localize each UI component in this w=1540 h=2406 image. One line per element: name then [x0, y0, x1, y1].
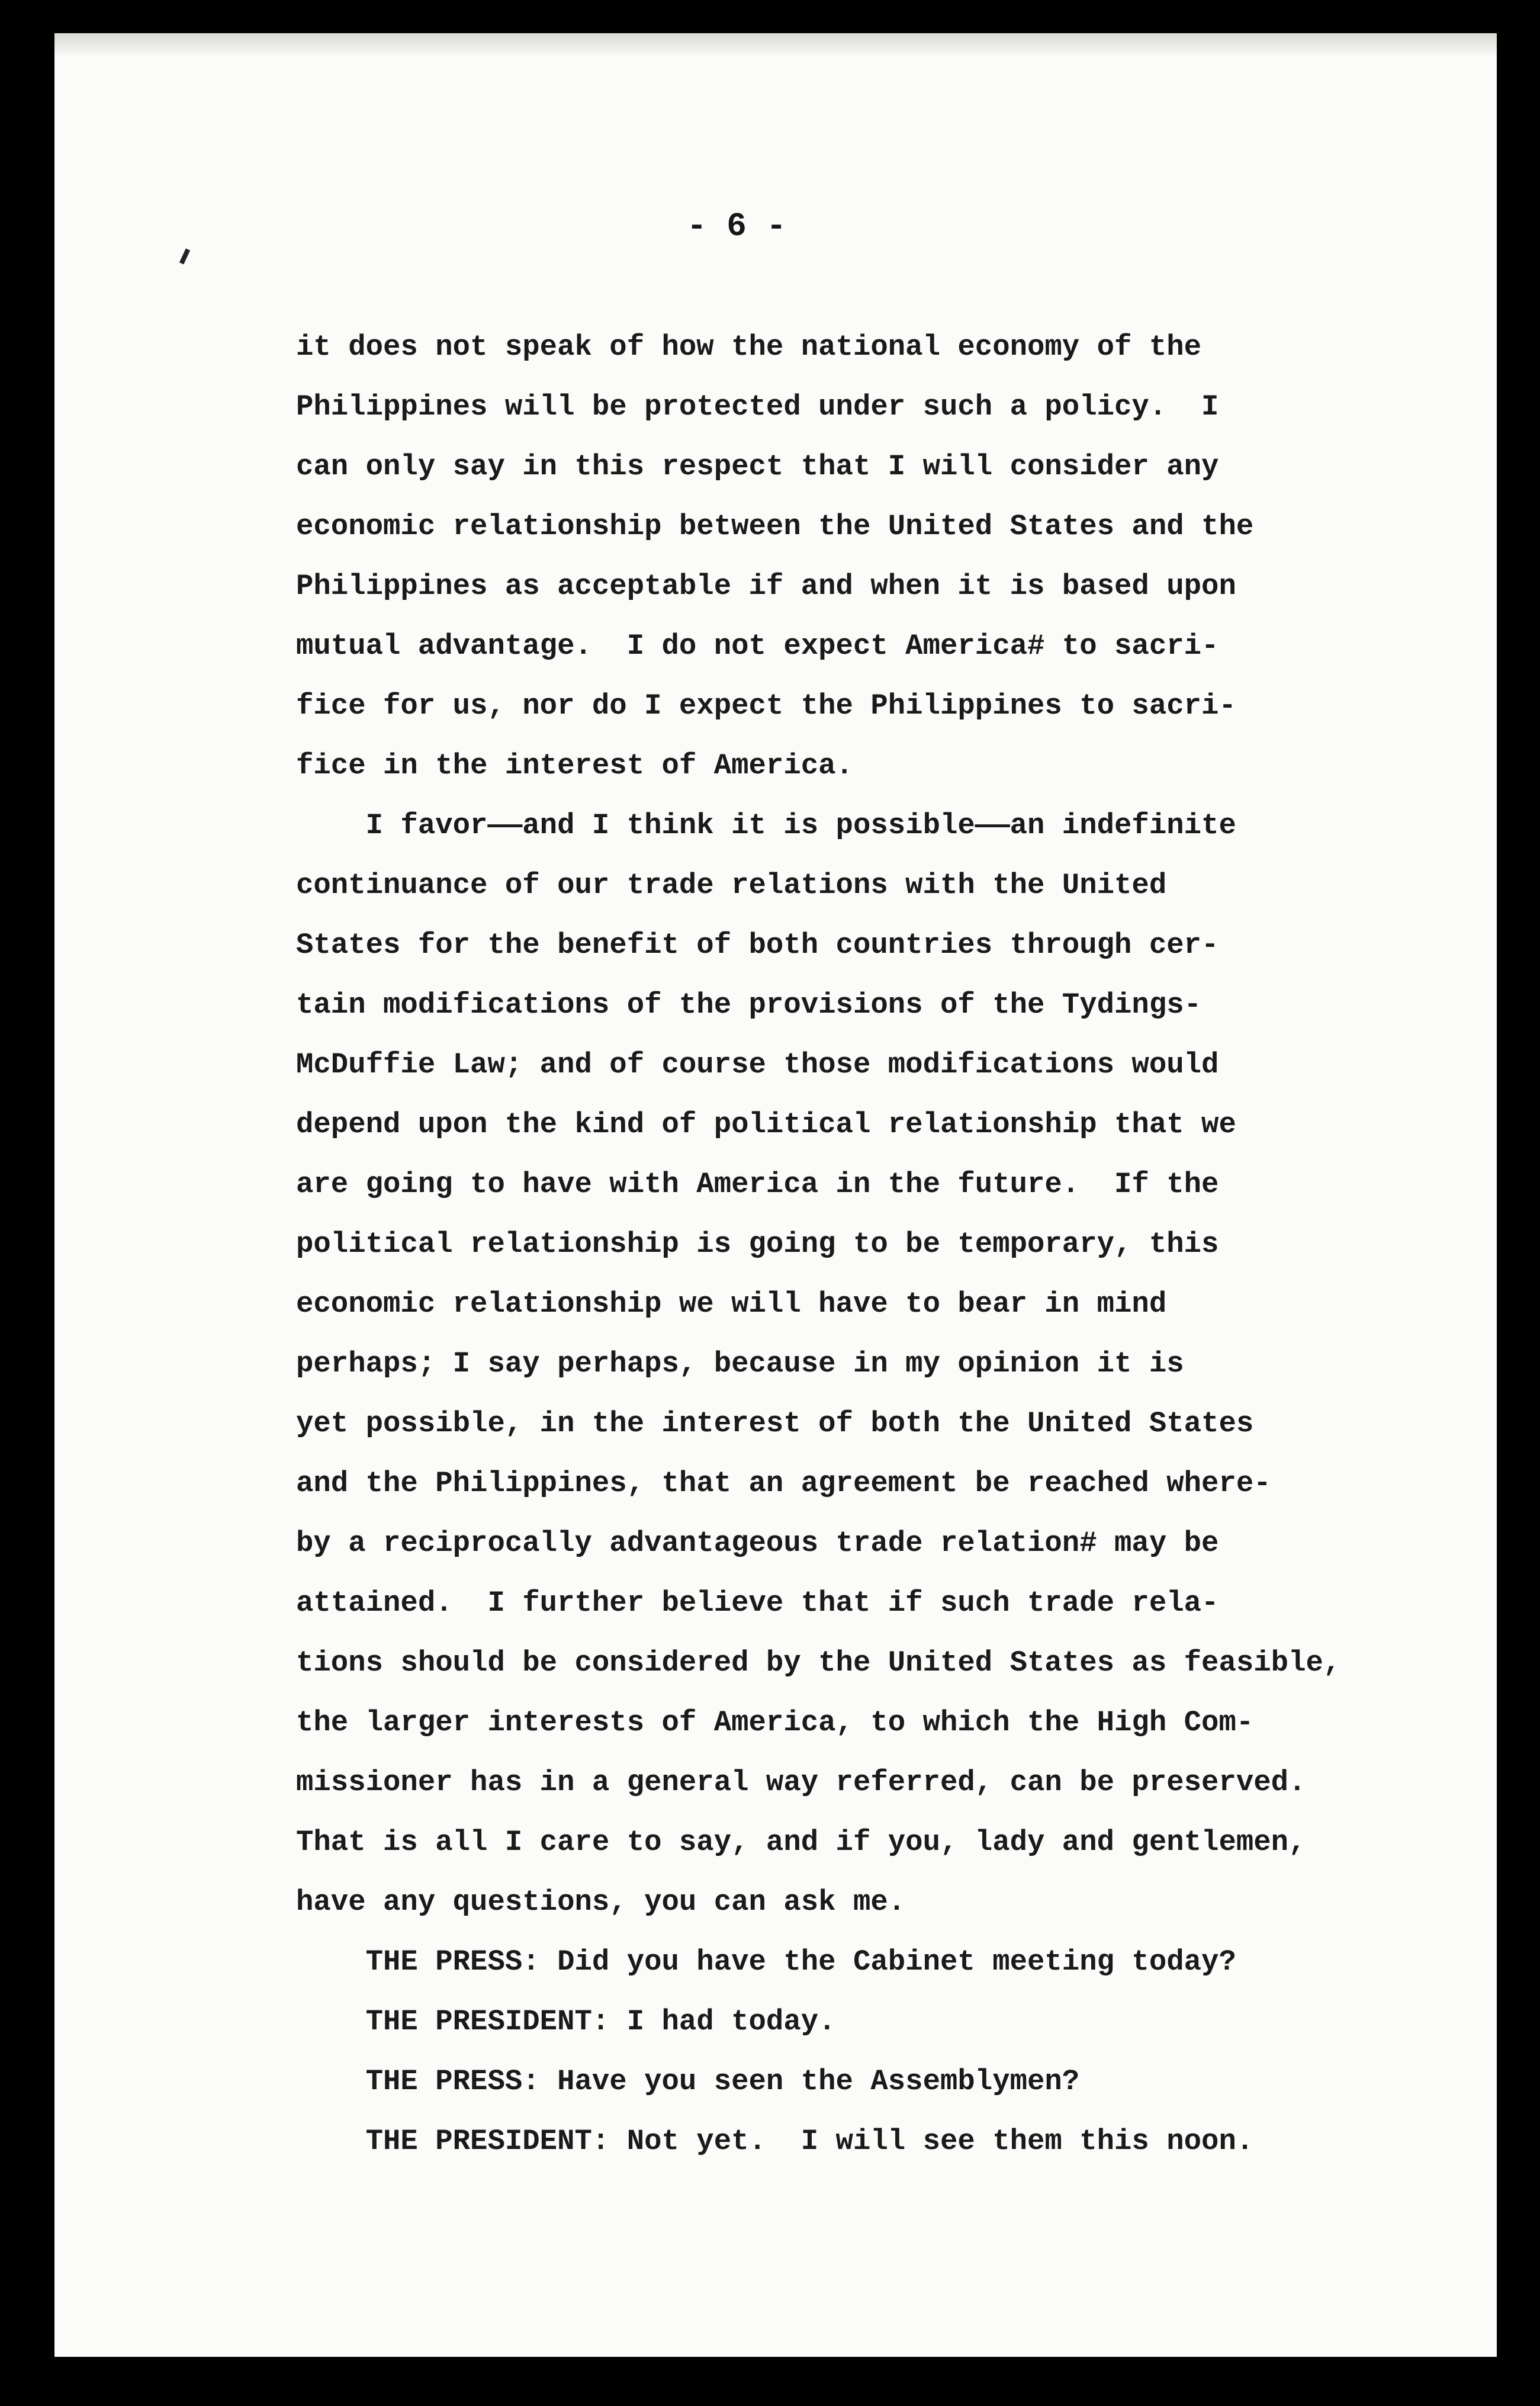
- text-line: Philippines will be protected under such a policy. I: [296, 390, 1219, 423]
- text-line: States for the benefit of both countries through cer-: [296, 929, 1219, 962]
- text-line: fice for us, nor do I expect the Philippines to sacri-: [296, 689, 1236, 722]
- text-line: That is all I care to say, and if you, lady and gentlemen,: [296, 1826, 1306, 1859]
- text-line: fice in the interest of America.: [296, 749, 853, 782]
- text-line: have any questions, you can ask me.: [296, 1885, 906, 1919]
- text-line: are going to have with America in the future. If the: [296, 1168, 1219, 1201]
- text-line: attained. I further believe that if such trade rela-: [296, 1586, 1219, 1620]
- text-line: depend upon the kind of political relationship that we: [296, 1108, 1236, 1141]
- text-line: can only say in this respect that I will consider any: [296, 450, 1219, 483]
- text-line: tain modifications of the provisions of the Tydings-: [296, 988, 1202, 1021]
- text-line: I favor——and I think it is possible——an indefinite: [296, 809, 1236, 842]
- text-line: political relationship is going to be temporary, this: [296, 1228, 1219, 1261]
- text-line: economic relationship we will have to bear in mind: [296, 1287, 1167, 1321]
- text-line: Philippines as acceptable if and when it is based upon: [296, 570, 1236, 603]
- text-line: THE PRESIDENT: Not yet. I will see them this noon.: [296, 2125, 1254, 2158]
- text-line: THE PRESS: Have you seen the Assemblymen?: [296, 2065, 1080, 2098]
- text-line: yet possible, in the interest of both the United States: [296, 1407, 1254, 1440]
- text-line: THE PRESS: Did you have the Cabinet meeting today?: [296, 1945, 1236, 1978]
- text-line: continuance of our trade relations with the United: [296, 869, 1167, 902]
- text-line: THE PRESIDENT: I had today.: [296, 2005, 836, 2038]
- text-line: perhaps; I say perhaps, because in my opinion it is: [296, 1347, 1184, 1380]
- text-line: the larger interests of America, to which the High Com-: [296, 1706, 1254, 1739]
- text-line: and the Philippines, that an agreement be reached where-: [296, 1467, 1271, 1500]
- text-line: by a reciprocally advantageous trade relation# may be: [296, 1527, 1219, 1560]
- text-line: it does not speak of how the national economy of the: [296, 330, 1202, 364]
- page-number: - 6 -: [687, 207, 787, 245]
- text-line: missioner has in a general way referred, can be preserved.: [296, 1766, 1306, 1799]
- text-line: mutual advantage. I do not expect America# to sacri-: [296, 629, 1219, 663]
- text-line: McDuffie Law; and of course those modifications would: [296, 1048, 1219, 1081]
- text-line: economic relationship between the United States and the: [296, 510, 1254, 543]
- text-line: tions should be considered by the United States as feasible,: [296, 1646, 1341, 1679]
